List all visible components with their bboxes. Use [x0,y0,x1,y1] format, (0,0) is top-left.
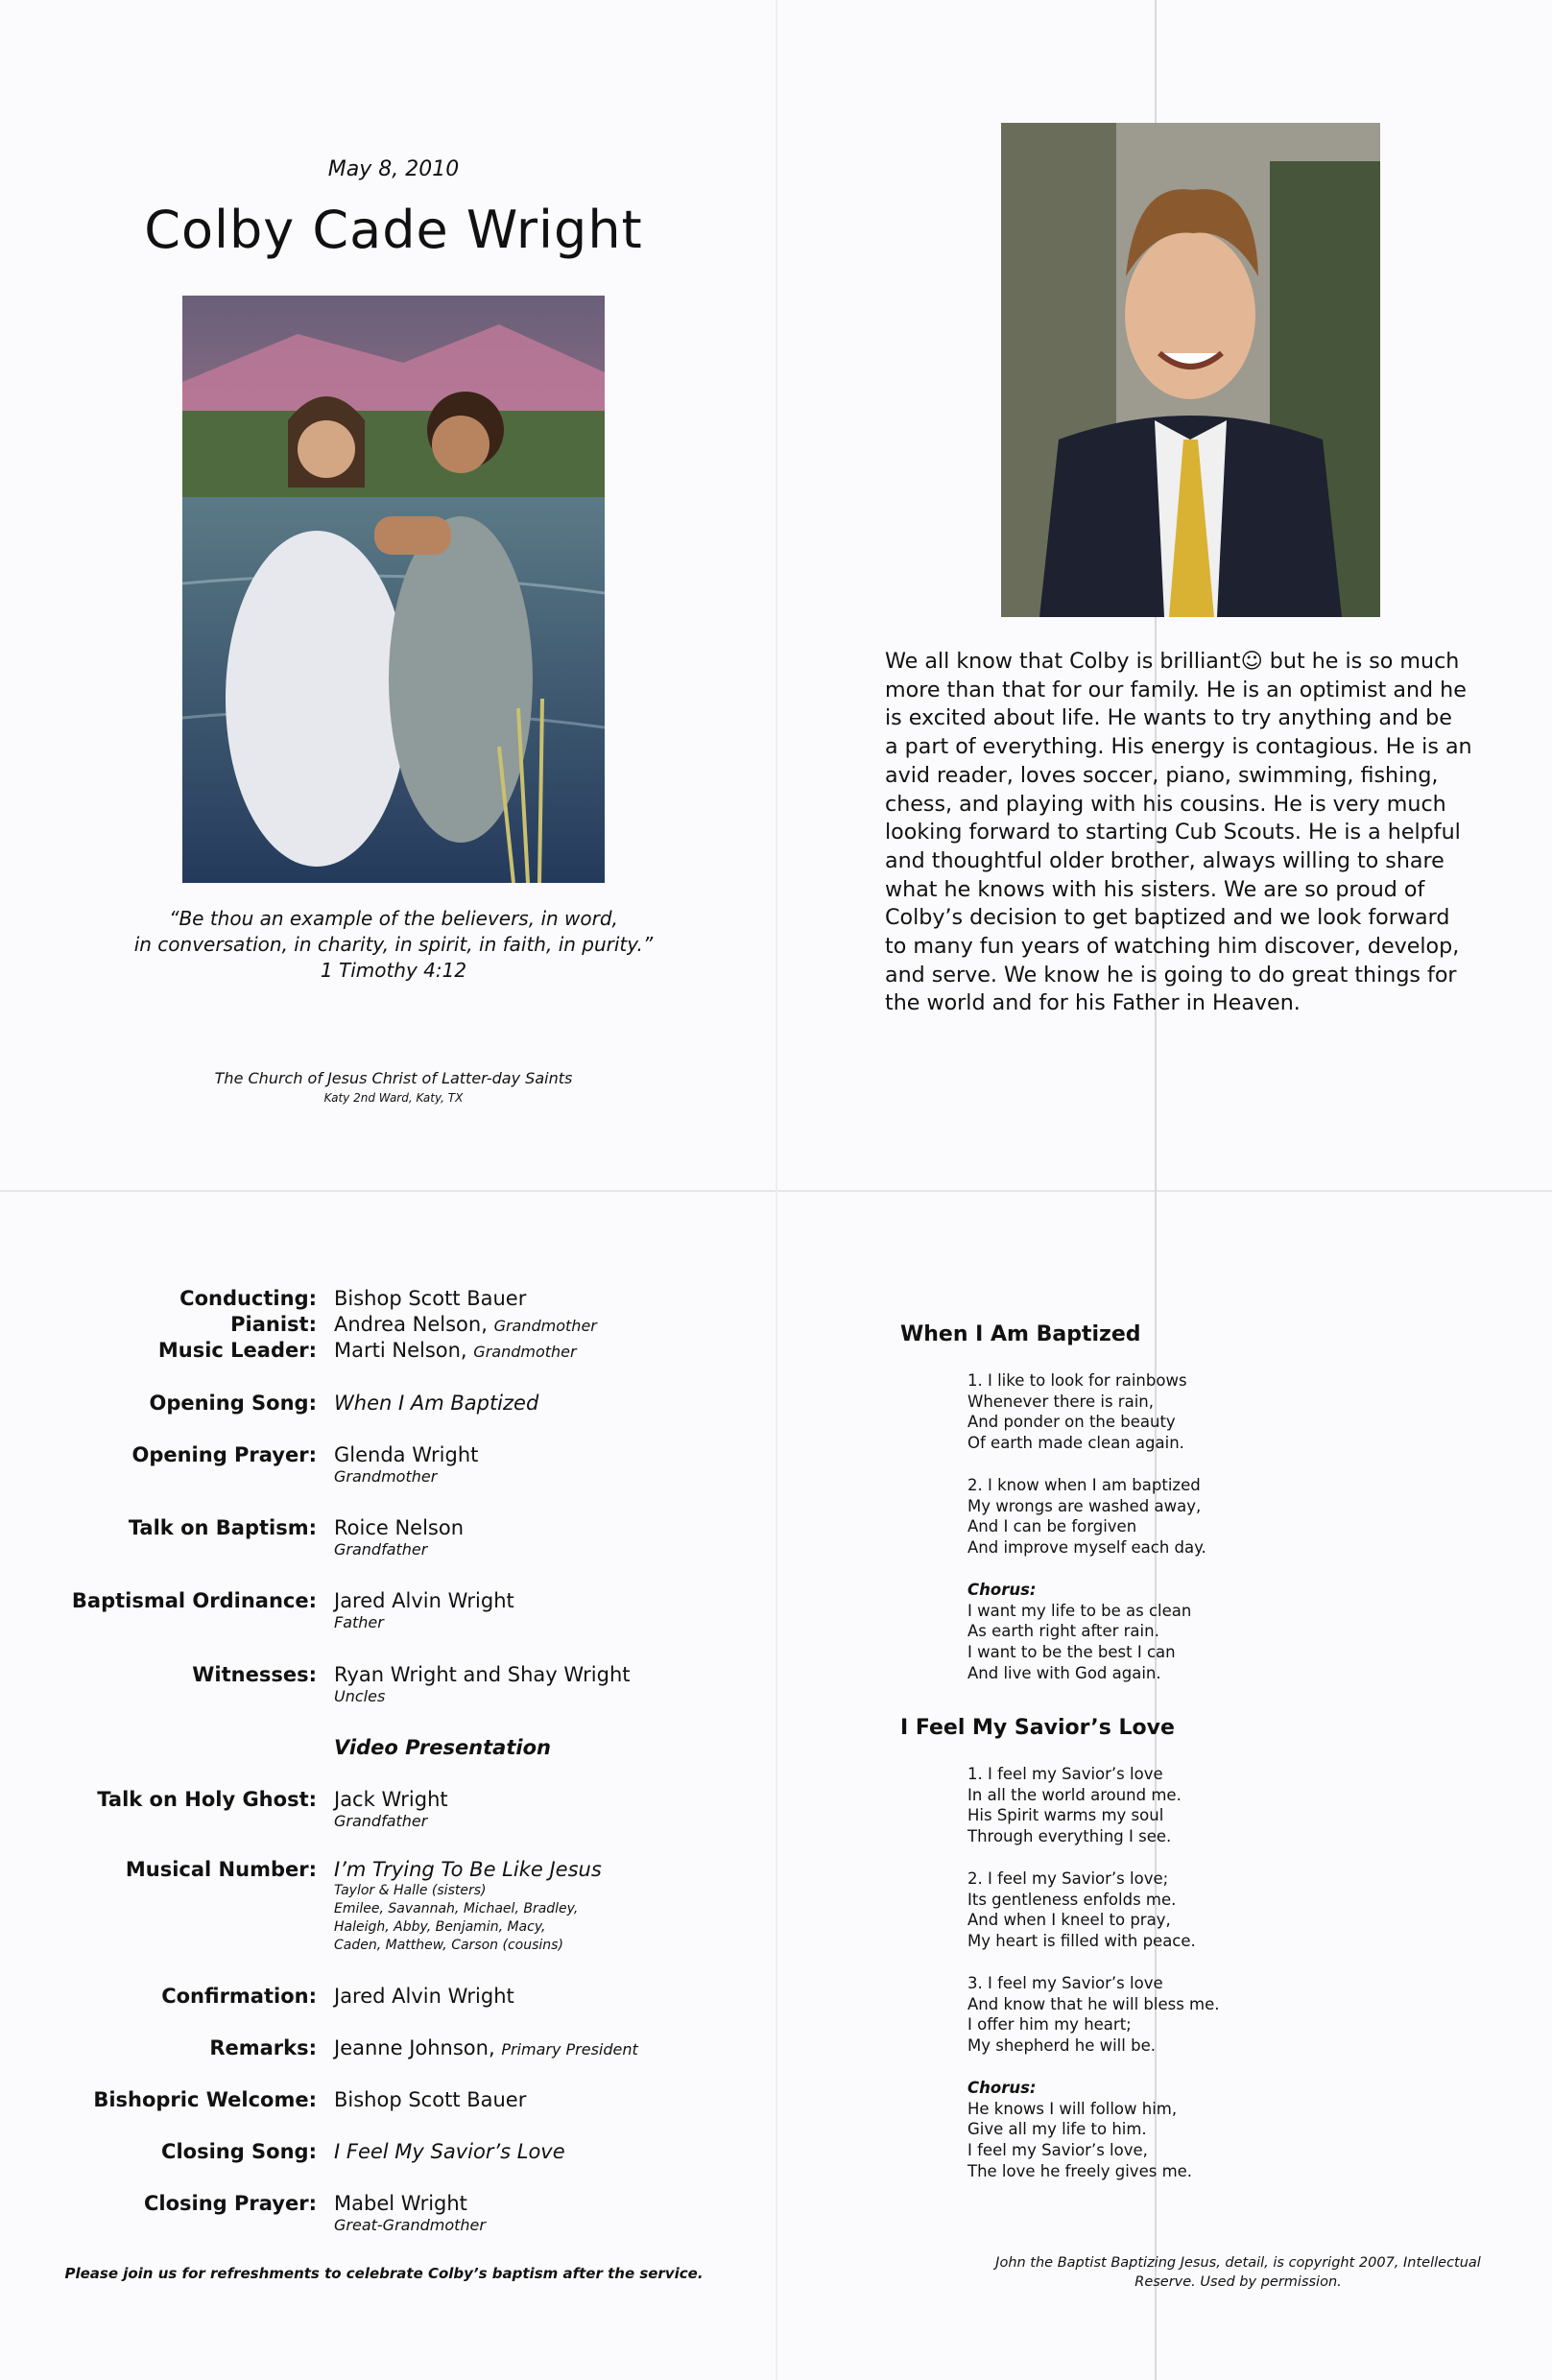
song-verse [967,1764,1284,1847]
church-name: The Church of Jesus Christ of Latter-day Saints [214,1069,573,1087]
person-name: Jared Alvin Wright [334,1589,514,1612]
child-description [885,648,1499,1018]
lyric-line: My wrongs are washed away, [967,1496,1202,1515]
church-info [0,1069,787,1107]
lyric-line: My shepherd he will be. [967,2036,1156,2056]
program-label: Remarks: [209,2036,317,2059]
person-role: Uncles [334,1687,386,1705]
person-role: Primary President [501,2040,638,2059]
program-label: Conducting: [179,1287,317,1310]
story-line: the world and for his Father in Heaven. [885,990,1301,1016]
lyric-line: Its gentleness enfolds me. [967,1890,1177,1909]
lyric-line: He knows I will follow him, [967,2099,1178,2118]
program-label: Witnesses: [192,1663,317,1686]
lyric-line: I want my life to be as clean [967,1601,1192,1620]
quote-line: “Be thou an example of the believers, in word, [169,907,618,930]
story-line: looking forward to starting Cub Scouts. He is a helpful [885,820,1461,845]
song-name: I’m Trying To Be Like Jesus [334,1858,602,1881]
lyric-line: The love he freely gives me. [967,2161,1193,2180]
lyric-line: Give all my life to him. [967,2120,1147,2139]
lyric-line: In all the world around me. [967,1785,1182,1804]
lyric-line: And when I kneel to pray, [967,1911,1171,1930]
program-value [334,1588,756,1632]
credit-line: Reserve. Used by permission. [1134,2274,1342,2290]
lyric-line: I offer him my heart; [967,2015,1132,2035]
story-line: chess, and playing with his cousins. He is very much [885,791,1446,817]
song-chorus [967,2078,1284,2182]
program-value [334,1515,756,1559]
child-portrait-photo [1001,123,1380,617]
program-value [334,1662,756,1706]
page-fold-vertical [776,0,777,2380]
image-credit [969,2253,1507,2292]
program-value: Bishop Scott Bauer [334,2088,527,2111]
program-label: Opening Song: [149,1392,317,1415]
song-verse [967,1370,1284,1454]
ward-location: Katy 2nd Ward, Katy, TX [323,1091,464,1105]
program-value: Bishop Scott Bauer [334,1287,527,1310]
lyric-line: I want to be the best I can [967,1643,1176,1662]
story-line: to many fun years of watching him discover, develop, [885,934,1460,960]
song-chorus [967,1580,1284,1684]
credit-line: John the Baptist Baptizing Jesus, detail, is copyright 2007, Intellectual [995,2255,1481,2271]
program-label: Closing Prayer: [144,2192,317,2215]
person-name: Roice Nelson [334,1516,465,1539]
lyric-line: I feel my Savior’s love, [967,2141,1148,2160]
lyric-line: 1. I like to look for rainbows [967,1371,1187,1390]
person-role: Grandfather [334,1540,428,1559]
story-line: and serve. We know he is going to do great things for [885,962,1457,988]
service-date: May 8, 2010 [327,157,460,181]
lyric-line: And live with God again. [967,1663,1161,1682]
program-value [334,1338,756,1365]
program-value: Video Presentation [334,1736,551,1759]
program-value: Jared Alvin Wright [334,1985,514,2008]
program-label: Musical Number: [125,1858,317,1881]
lyric-line: 2. I feel my Savior’s love; [967,1869,1169,1888]
program-label: Music Leader: [157,1339,317,1362]
story-line: more than that for our family. He is an optimist and he [885,677,1467,702]
lyric-line: As earth right after rain. [967,1622,1159,1641]
story-line: and thoughtful older brother, always willing to share [885,847,1445,873]
lyric-line: And know that he will bless me. [967,1994,1220,2013]
person-name: Andrea Nelson, [334,1313,488,1336]
person-role: Father [334,1613,384,1631]
chorus-label: Chorus: [967,1581,1037,1599]
song-verse [967,1475,1284,1559]
person-name: Marti Nelson, [334,1339,467,1362]
lyric-line: Through everything I see. [967,1827,1172,1846]
person-name: Jack Wright [334,1788,448,1811]
program-value [334,1442,756,1487]
program-label: Confirmation: [161,1985,317,2008]
lyric-line: Whenever there is rain, [967,1392,1154,1411]
quote-reference: 1 Timothy 4:12 [320,959,467,982]
program-label: Talk on Baptism: [128,1516,317,1539]
chorus-label: Chorus: [967,2079,1037,2097]
person-name: Glenda Wright [334,1443,479,1466]
program-label: Opening Prayer: [131,1443,317,1466]
program-value [334,1787,756,1831]
person-name: Jeanne Johnson, [334,2036,495,2059]
program-value: When I Am Baptized [334,1392,539,1415]
lyric-line: 3. I feel my Savior’s love [967,1974,1163,1992]
lyric-line: My heart is filled with peace. [967,1932,1196,1951]
person-role: Great-Grandmother [334,2216,486,2234]
program-value [334,2035,756,2062]
performers-line: Emilee, Savannah, Michael, Bradley, [334,1901,579,1916]
page-title: Colby Cade Wright [144,200,643,260]
program-label: Pianist: [230,1313,317,1336]
program-value [334,1312,756,1339]
refreshments-note: Please join us for refreshments to celebrate Colby’s baptism after the service. [64,2265,704,2282]
story-line: avid reader, loves soccer, piano, swimming, fishing, [885,762,1439,788]
person-role: Grandfather [334,1812,428,1830]
performers-line: Haleigh, Abby, Benjamin, Macy, [334,1919,546,1935]
program-value: I Feel My Savior’s Love [334,2140,565,2163]
lyric-line: 2. I know when I am baptized [967,1476,1201,1494]
performers-line: Caden, Matthew, Carson (cousins) [334,1938,563,1953]
program-value [334,2191,756,2235]
lyric-line: Of earth made clean again. [967,1434,1184,1453]
story-line: Colby’s decision to get baptized and we look forward [885,905,1450,931]
song-title: I Feel My Savior’s Love [900,1716,1175,1740]
program-label: Talk on Holy Ghost: [97,1788,317,1811]
program-label: Baptismal Ordinance: [71,1589,317,1612]
story-line: We all know that Colby is brilliant☺ but he is so much [885,649,1460,674]
program-label: Closing Song: [161,2140,317,2163]
person-role: Grandmother [473,1343,577,1361]
lyric-line: 1. I feel my Savior’s love [967,1765,1163,1783]
song-verse [967,1868,1284,1952]
song-title: When I Am Baptized [900,1322,1141,1346]
program-value [334,1857,756,1955]
baptism-painting [182,296,605,883]
person-name: Ryan Wright and Shay Wright [334,1663,631,1686]
lyric-line: And I can be forgiven [967,1517,1137,1536]
performers-line: Taylor & Halle (sisters) [334,1883,487,1898]
person-role: Grandmother [493,1317,597,1335]
person-role: Grandmother [334,1467,438,1486]
lyric-line: And improve myself each day. [967,1538,1206,1558]
scripture-quote [86,906,701,984]
lyric-line: His Spirit warms my soul [967,1806,1164,1825]
person-name: Mabel Wright [334,2192,467,2215]
program-label: Bishopric Welcome: [93,2088,317,2111]
story-line: what he knows with his sisters. We are so proud of [885,876,1425,902]
story-line: a part of everything. His energy is contagious. He is an [885,734,1472,760]
quote-line: in conversation, in charity, in spirit, in faith, in purity.” [133,933,654,956]
story-line: is excited about life. He wants to try anything and be [885,705,1452,731]
song-verse [967,1973,1284,2057]
lyric-line: And ponder on the beauty [967,1413,1176,1432]
